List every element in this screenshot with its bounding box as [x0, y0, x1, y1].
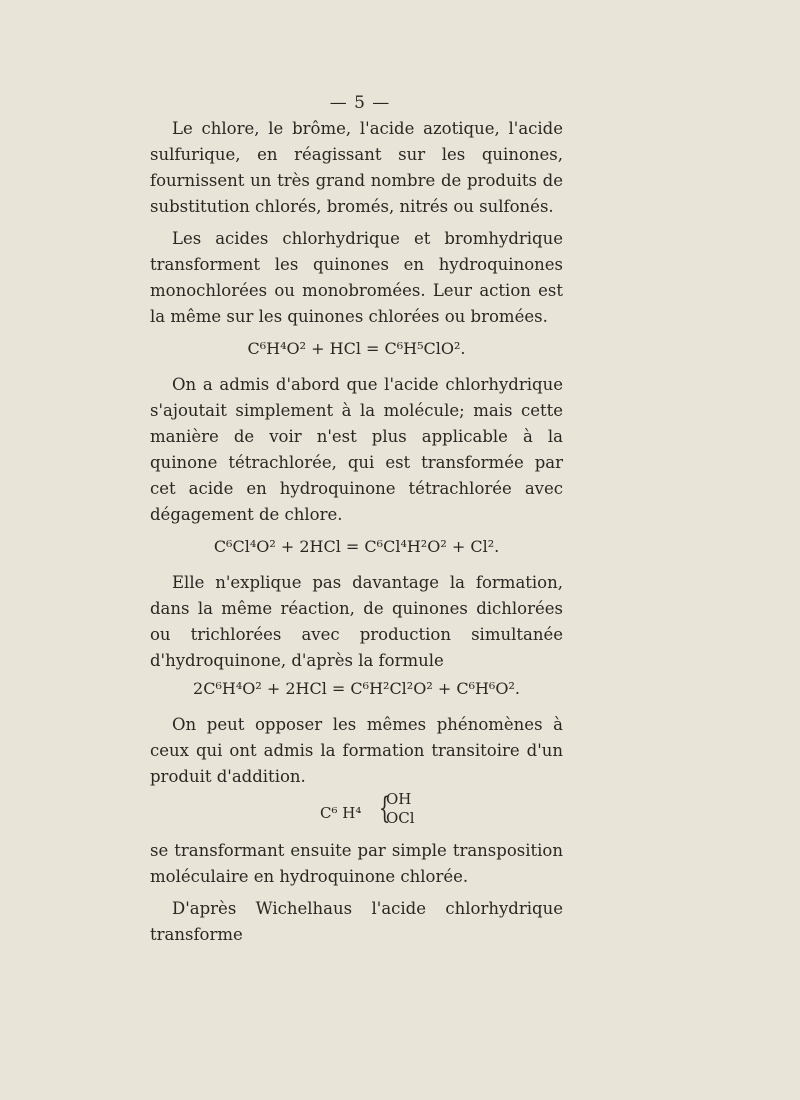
paragraph-dichloro-formation: Elle n'explique pas davantage la formation, dans la même réaction, de quinones dichlorées ou trichlorées avec production simultanée d'hydroquinone, d'après la formule	[150, 573, 563, 670]
formula-brace: {	[378, 791, 391, 826]
paragraph-halogen-acids: Les acides chlorhydrique et bromhydrique transforment les quinones en hydroquinones monochlorées ou monobromées. Leur action est la même sur les quinones chlorées ou bromées.	[150, 229, 563, 326]
equation-2: C⁶Cl⁴O² + 2HCl = C⁶Cl⁴H²O² + Cl².	[213, 537, 500, 556]
body-text	[150, 116, 563, 948]
formula-base: C⁶ H⁴	[320, 804, 362, 822]
page-number: — 5 —	[329, 93, 391, 113]
paragraph-wichelhaus: D'après Wichelhaus l'acide chlorhydrique transforme	[150, 899, 563, 944]
paragraph-transitory-product: On peut opposer les mêmes phénomènes à ceux qui ont admis la formation transitoire d'un produit d'addition.	[150, 715, 563, 786]
formula-substituents	[386, 790, 415, 828]
addition-product-formula	[150, 790, 563, 834]
formula-substituent-oh: OH	[386, 790, 412, 808]
paragraph-substitution: Le chlore, le brôme, l'acide azotique, l'acide sulfurique, en réagissant sur les quinones, fournissent un très grand nombre de produits de substitution chlorés, bromés, nitrés ou sulfonés.	[150, 119, 563, 216]
paragraph-addition-hypothesis: On a admis d'abord que l'acide chlorhydrique s'ajoutait simplement à la molécule; mais cette manière de voir n'est plus applicable à la quinone tétrachlorée, qui est transformée par cet acide en hydroquinone tétrachlorée avec dégagement de chlore.	[150, 375, 563, 524]
formula-substituent-ocl: OCl	[386, 809, 415, 827]
equation-3: 2C⁶H⁴O² + 2HCl = C⁶H²Cl²O² + C⁶H⁶O².	[193, 679, 520, 698]
paragraph-transposition: se transformant ensuite par simple transposition moléculaire en hydroquinone chlorée.	[150, 841, 563, 886]
equation-1: C⁶H⁴O² + HCl = C⁶H⁵ClO².	[247, 339, 466, 358]
